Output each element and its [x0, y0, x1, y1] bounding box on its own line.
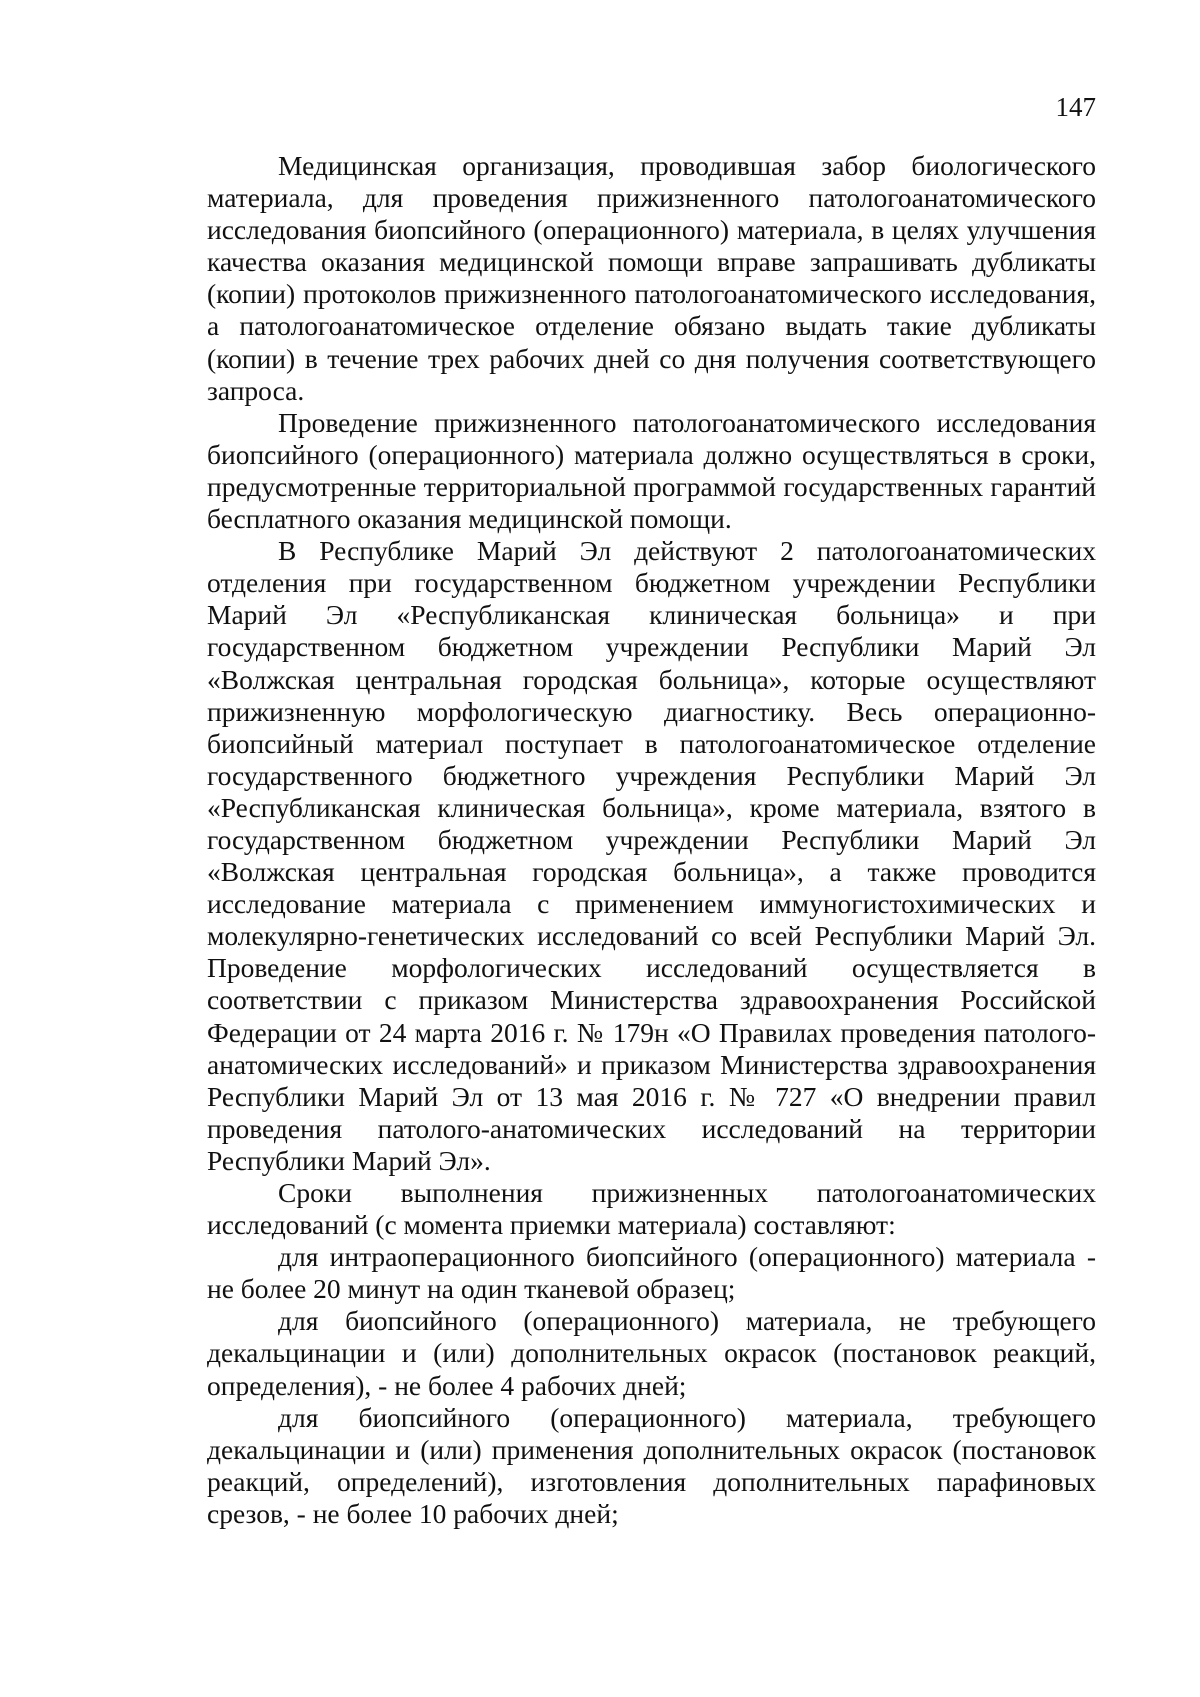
- paragraph-duplicate-protocols: Медицинская организация, проводившая забор биологического материала, для проведения прижизненного патологоанатомического исследования биопсийного (операционного) материала, в целях улучшения качества оказания медицинской помощи вправе запрашивать дубликаты (копии) протоколов прижизненного патологоанатомического исследования, а патологоанатомическое отделение обязано выдать такие дубликаты (копии) в течение трех рабочих дней со дня получения соответствующего запроса.: [207, 150, 1096, 406]
- paragraph-timing-requirements: Проведение прижизненного патологоанатомического исследования биопсийного (операционного) материала должно осуществляться в сроки, предусмотренные территориальной программой государственных гарантий бесплатного оказания медицинской помощи.: [207, 406, 1096, 535]
- paragraph-research-deadlines: Сроки выполнения прижизненных патологоанатомических исследований (с момента приемки материала) составляют:: [207, 1177, 1096, 1241]
- paragraph-extended-deadline: для биопсийного (операционного) материала, требующего декальцинации и (или) применения дополнительных окрасок (постановок реакций, определений), изготовления дополнительных парафиновых срезов, - не более 10 рабочих дней;: [207, 1401, 1096, 1529]
- page-number: 147: [1055, 92, 1096, 122]
- paragraph-standard-deadline: для биопсийного (операционного) материала, не требующего декальцинации и (или) дополнительных окрасок (постановок реакций, определения), - не более 4 рабочих дней;: [207, 1305, 1096, 1401]
- document-body: [207, 150, 1096, 1530]
- paragraph-mari-el-departments: В Республике Марий Эл действуют 2 патологоанатомических отделения при государственном бюджетном учреждении Республики Марий Эл «Республиканская клиническая больница» и при государственном бюджетном учреждении Республики Марий Эл «Волжская центральная городская больница», которые осуществляют прижизненную морфологическую диагностику. Весь операционно-биопсийный материал поступает в патологоанатомическое отделение государственного бюджетного учреждения Республики Марий Эл «Республиканская клиническая больница», кроме материала, взятого в государственном бюджетном учреждении Республики Марий Эл «Волжская центральная городская больница», а также проводится исследование материала с применением иммуногистохимических и молекулярно-генетических исследований со всей Республики Марий Эл. Проведение морфологических исследований осуществляется в соответствии с приказом Министерства здравоохранения Российской Федерации от 24 марта 2016 г. № 179н «О Правилах проведения патолого-анатомических исследований» и приказом Министерства здравоохранения Республики Марий Эл от 13 мая 2016 г. № 727 «О внедрении правил проведения патолого-анатомических исследований на территории Республики Марий Эл».: [207, 535, 1096, 1176]
- paragraph-intraoperative-deadline: для интраоперационного биопсийного (операционного) материала - не более 20 минут на один тканевой образец;: [207, 1241, 1096, 1305]
